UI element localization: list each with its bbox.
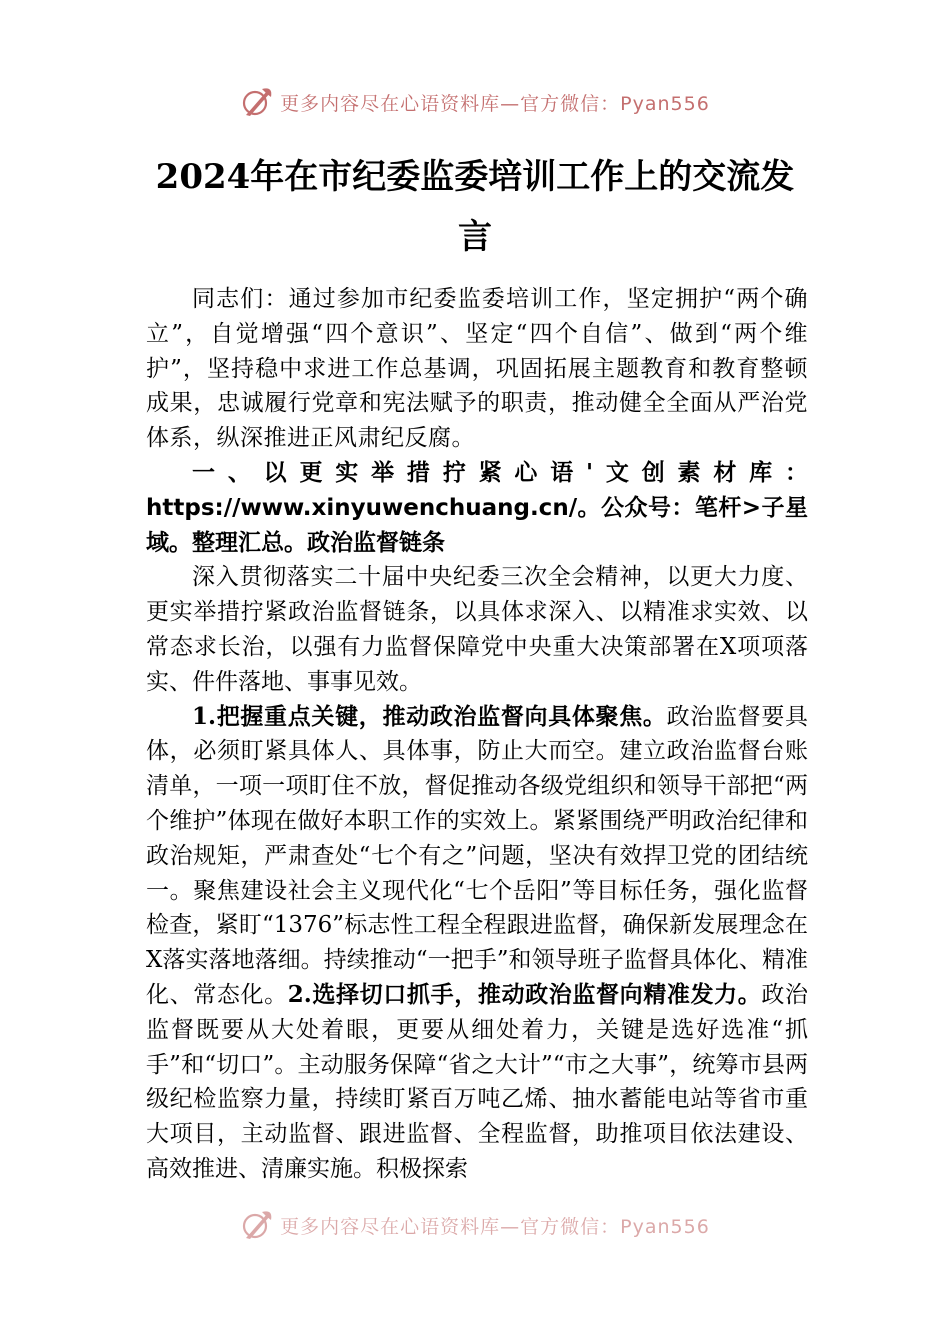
page-title bbox=[0, 147, 950, 267]
subsection-2-body: 政治监督既要从大处着眼，更要从细处着力，关键是选好选准“抓手”和“切口”。主动服务保障“省之大计”“市之大事”，统筹市县两级纪检监察力量，持续盯紧百万吨乙烯、抽水蓄能电站等省市重大项目，主动监督、跟进监督、全程监督，助推项目依法建设、高效推进、清廉实施。积极探索 bbox=[146, 981, 808, 1182]
watermark-header bbox=[0, 82, 950, 122]
intro-paragraph: 同志们：通过参加市纪委监委培训工作，坚定拥护“两个确立”，自觉增强“四个意识”、坚定“四个自信”、做到“两个维护”，坚持稳中求进工作总基调，巩固拓展主题教育和教育整顿成果，忠诚履行党章和宪法赋予的职责，推动健全全面从严治党体系，纵深推进正风肃纪反腐。 bbox=[146, 286, 808, 452]
subsection-1-paragraph bbox=[146, 700, 808, 1187]
watermark-text: 更多内容尽在心语资料库—官方微信：Pyan556 bbox=[280, 92, 710, 115]
section-1-paragraph: 深入贯彻落实二十届中央纪委三次全会精神，以更大力度、更实举措拧紧政治监督链条，以具体求深入、以精准求实效、以常态求长治，以强有力监督保障党中央重大决策部署在X项项落实、件件落地、事事见效。 bbox=[146, 564, 808, 695]
title-line-1: 2024年在市纪委监委培训工作上的交流发 bbox=[155, 157, 795, 197]
section-heading-1 bbox=[146, 456, 808, 560]
subsection-2-heading: 2.选择切口抓手，推动政治监督向精准发力。 bbox=[287, 980, 762, 1008]
section-heading-1-text: 一、以更实举措拧紧心语'文创素材库：https://www.xinyuwenchuang.cn/。公众号：笔杆>子星域。整理汇总。政治监督链条 bbox=[146, 459, 808, 556]
quill-pen-logo-icon bbox=[240, 85, 274, 119]
title-line-2: 言 bbox=[458, 217, 492, 257]
quill-pen-logo-icon bbox=[240, 1208, 274, 1242]
document-body bbox=[146, 282, 808, 1217]
subsection-1-body: 政治监督要具体，必须盯紧具体人、具体事，防止大而空。建立政治监督台账清单，一项一项盯住不放，督促推动各级党组织和领导干部把“两个维护”体现在做好本职工作的实效上。紧紧围绕严明政治纪律和政治规矩，严肃查处“七个有之”问题，坚决有效捍卫党的团结统一。聚焦建设社会主义现代化“七个岳阳”等目标任务，强化监督检查，紧盯“1376”标志性工程全程跟进监督，确保新发展理念在X落实落地落细。持续推动“一把手”和领导班子监督具体化、精准化、常态化。 bbox=[146, 703, 808, 1008]
watermark-footer bbox=[0, 1205, 950, 1245]
subsection-1-heading: 1.把握重点关键，推动政治监督向具体聚焦。 bbox=[192, 702, 667, 730]
watermark-text: 更多内容尽在心语资料库—官方微信：Pyan556 bbox=[280, 1215, 710, 1238]
